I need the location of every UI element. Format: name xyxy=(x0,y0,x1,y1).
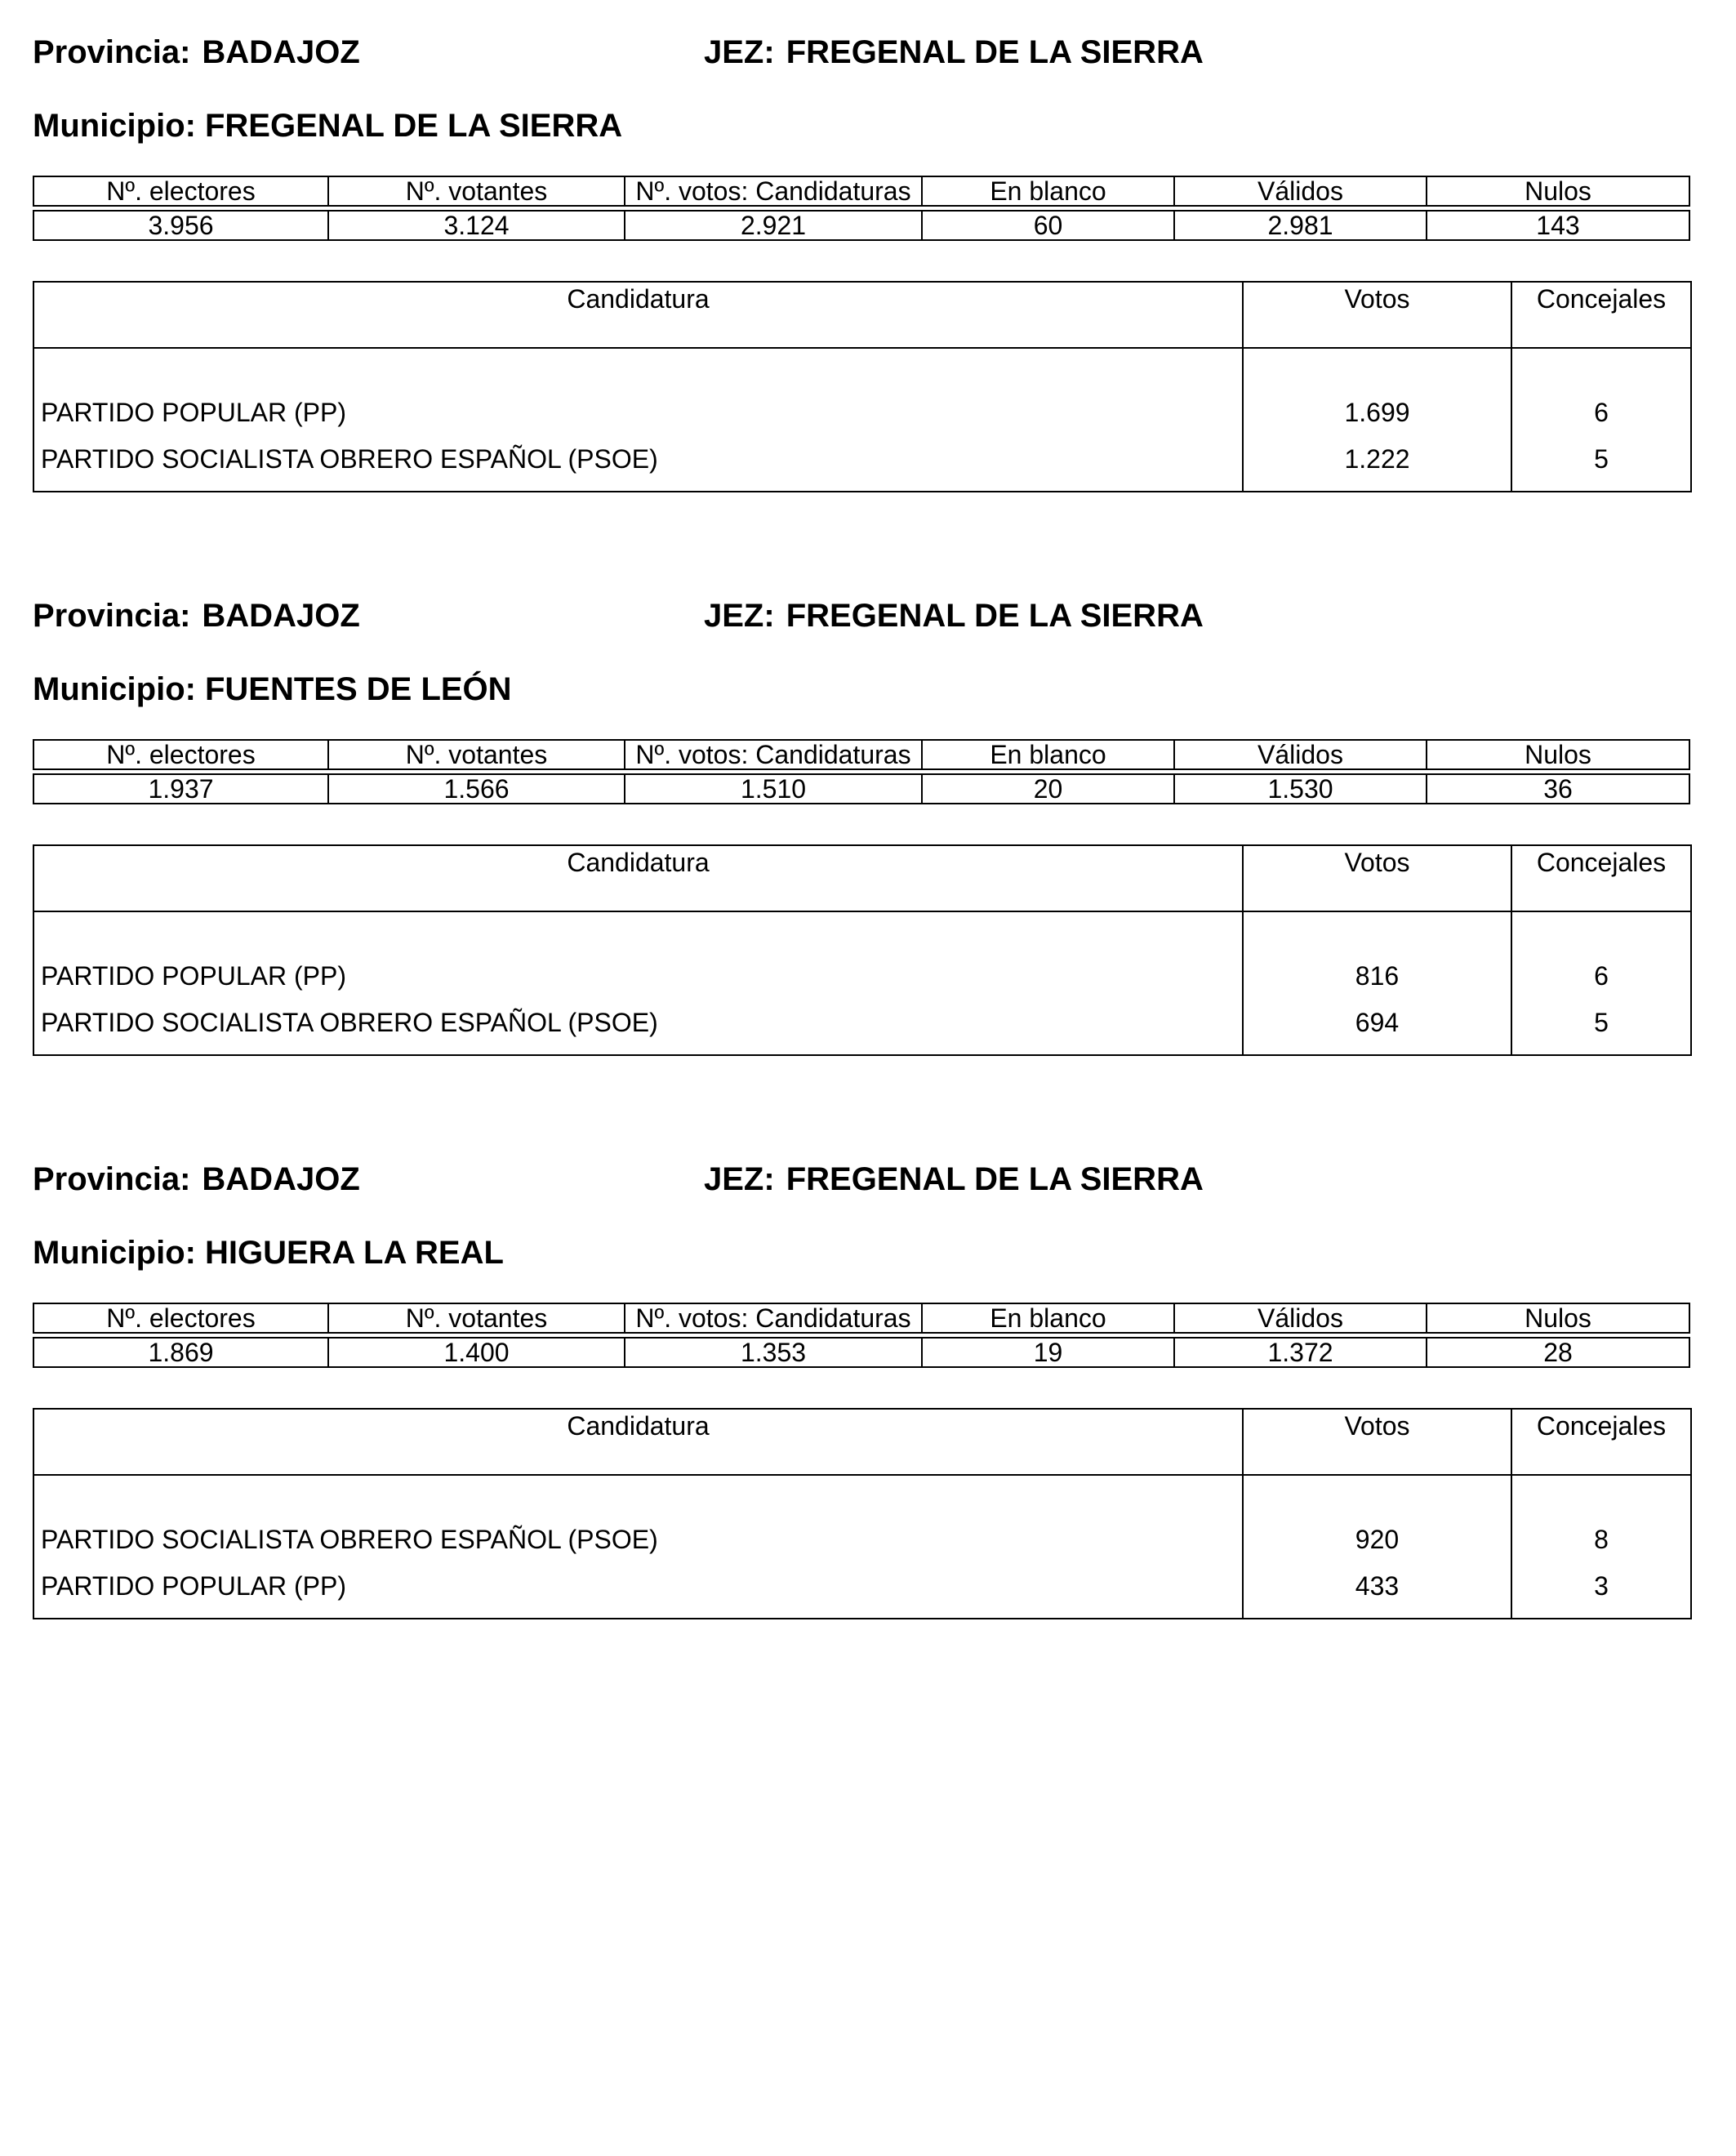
jez-line xyxy=(704,596,1204,635)
stats-header-votos-candidaturas: Nº. votos: Candidaturas xyxy=(625,739,923,770)
provincia-value: BADAJOZ xyxy=(202,1161,360,1197)
stats-value-votos-candidaturas: 1.510 xyxy=(625,773,923,804)
municipality-section xyxy=(0,1127,1736,1690)
table-row xyxy=(33,1554,1691,1619)
candidatura-votos: 433 xyxy=(1243,1554,1511,1619)
stats-value-nulos: 28 xyxy=(1427,1337,1690,1368)
stats-value-nulos: 36 xyxy=(1427,773,1690,804)
provincia-value: BADAJOZ xyxy=(202,34,360,70)
provincia-value: BADAJOZ xyxy=(202,598,360,634)
stats-header-votos-candidaturas: Nº. votos: Candidaturas xyxy=(625,1303,923,1334)
jez-label: JEZ: xyxy=(704,34,775,70)
stats-header-electores: Nº. electores xyxy=(33,1303,329,1334)
jez-value: FREGENAL DE LA SIERRA xyxy=(786,598,1204,634)
cand-header-candidatura: Candidatura xyxy=(33,1409,1243,1475)
candidatura-name: PARTIDO SOCIALISTA OBRERO ESPAÑOL (PSOE) xyxy=(33,427,1243,492)
stats-value-electores: 1.869 xyxy=(33,1337,329,1368)
candidatura-votos: 1.222 xyxy=(1243,427,1511,492)
cand-header-concejales: Concejales xyxy=(1511,282,1691,348)
candidatura-name: PARTIDO POPULAR (PP) xyxy=(33,348,1243,427)
municipio-value: FUENTES DE LEÓN xyxy=(204,671,512,707)
table-row xyxy=(33,348,1691,427)
candidatura-votos: 694 xyxy=(1243,991,1511,1055)
cand-header-concejales: Concejales xyxy=(1511,845,1691,911)
candidaturas-table xyxy=(33,1408,1692,1619)
provincia-line xyxy=(33,596,360,635)
stats-header-votos-candidaturas: Nº. votos: Candidaturas xyxy=(625,176,923,207)
municipio-value: HIGUERA LA REAL xyxy=(204,1235,504,1271)
stats-header-validos: Válidos xyxy=(1175,1303,1427,1334)
jez-value: FREGENAL DE LA SIERRA xyxy=(786,1161,1204,1197)
stats-value-electores: 3.956 xyxy=(33,210,329,241)
provincia-label: Provincia: xyxy=(33,1161,191,1197)
stats-value-validos: 1.530 xyxy=(1175,773,1427,804)
municipio-label: Municipio: xyxy=(33,108,196,144)
jez-label: JEZ: xyxy=(704,1161,775,1197)
candidatura-concejales: 5 xyxy=(1594,1008,1609,1037)
stats-value-validos: 1.372 xyxy=(1175,1337,1427,1368)
table-row xyxy=(33,427,1691,492)
candidatura-votos: 816 xyxy=(1243,911,1511,991)
provincia-label: Provincia: xyxy=(33,598,191,634)
stats-header-nulos: Nulos xyxy=(1427,176,1690,207)
stats-table xyxy=(33,739,1690,804)
stats-value-electores: 1.937 xyxy=(33,773,329,804)
stats-value-en-blanco: 60 xyxy=(923,210,1175,241)
cand-header-votos: Votos xyxy=(1243,282,1511,348)
candidatura-name: PARTIDO POPULAR (PP) xyxy=(33,911,1243,991)
municipio-line xyxy=(33,670,512,709)
cand-header-candidatura: Candidatura xyxy=(33,282,1243,348)
municipality-section xyxy=(0,564,1736,1127)
jez-line xyxy=(704,33,1204,72)
stats-header-en-blanco: En blanco xyxy=(923,176,1175,207)
candidatura-votos: 1.699 xyxy=(1243,348,1511,427)
stats-table xyxy=(33,176,1690,241)
municipio-label: Municipio: xyxy=(33,1235,196,1271)
candidatura-concejales: 6 xyxy=(1594,961,1609,991)
stats-value-votantes: 1.400 xyxy=(329,1337,625,1368)
candidatura-concejales: 8 xyxy=(1594,1525,1609,1554)
candidatura-name: PARTIDO POPULAR (PP) xyxy=(33,1554,1243,1619)
stats-header-votantes: Nº. votantes xyxy=(329,739,625,770)
cand-header-votos: Votos xyxy=(1243,1409,1511,1475)
stats-header-en-blanco: En blanco xyxy=(923,739,1175,770)
municipio-label: Municipio: xyxy=(33,671,196,707)
jez-line xyxy=(704,1160,1204,1199)
candidatura-votos: 920 xyxy=(1243,1475,1511,1554)
municipio-line xyxy=(33,1233,504,1272)
cand-header-votos: Votos xyxy=(1243,845,1511,911)
stats-table xyxy=(33,1303,1690,1368)
stats-value-votos-candidaturas: 2.921 xyxy=(625,210,923,241)
stats-header-votantes: Nº. votantes xyxy=(329,1303,625,1334)
candidatura-concejales: 5 xyxy=(1594,444,1609,474)
municipio-line xyxy=(33,106,622,145)
candidaturas-table xyxy=(33,844,1692,1056)
candidaturas-table xyxy=(33,281,1692,492)
candidatura-name: PARTIDO SOCIALISTA OBRERO ESPAÑOL (PSOE) xyxy=(33,1475,1243,1554)
stats-value-validos: 2.981 xyxy=(1175,210,1427,241)
stats-header-validos: Válidos xyxy=(1175,739,1427,770)
table-row xyxy=(33,1475,1691,1554)
municipality-section xyxy=(0,0,1736,564)
candidatura-name: PARTIDO SOCIALISTA OBRERO ESPAÑOL (PSOE) xyxy=(33,991,1243,1055)
stats-value-en-blanco: 19 xyxy=(923,1337,1175,1368)
cand-header-candidatura: Candidatura xyxy=(33,845,1243,911)
candidatura-concejales: 3 xyxy=(1594,1571,1609,1601)
stats-header-nulos: Nulos xyxy=(1427,739,1690,770)
stats-header-en-blanco: En blanco xyxy=(923,1303,1175,1334)
stats-header-nulos: Nulos xyxy=(1427,1303,1690,1334)
table-row xyxy=(33,991,1691,1055)
stats-header-electores: Nº. electores xyxy=(33,176,329,207)
candidatura-concejales: 6 xyxy=(1594,398,1609,427)
stats-header-votantes: Nº. votantes xyxy=(329,176,625,207)
stats-value-votantes: 3.124 xyxy=(329,210,625,241)
provincia-label: Provincia: xyxy=(33,34,191,70)
stats-value-en-blanco: 20 xyxy=(923,773,1175,804)
provincia-line xyxy=(33,1160,360,1199)
stats-value-nulos: 143 xyxy=(1427,210,1690,241)
table-row xyxy=(33,911,1691,991)
jez-value: FREGENAL DE LA SIERRA xyxy=(786,34,1204,70)
stats-value-votos-candidaturas: 1.353 xyxy=(625,1337,923,1368)
stats-value-votantes: 1.566 xyxy=(329,773,625,804)
stats-header-electores: Nº. electores xyxy=(33,739,329,770)
municipio-value: FREGENAL DE LA SIERRA xyxy=(204,108,623,144)
jez-label: JEZ: xyxy=(704,598,775,634)
stats-header-validos: Válidos xyxy=(1175,176,1427,207)
provincia-line xyxy=(33,33,360,72)
cand-header-concejales: Concejales xyxy=(1511,1409,1691,1475)
